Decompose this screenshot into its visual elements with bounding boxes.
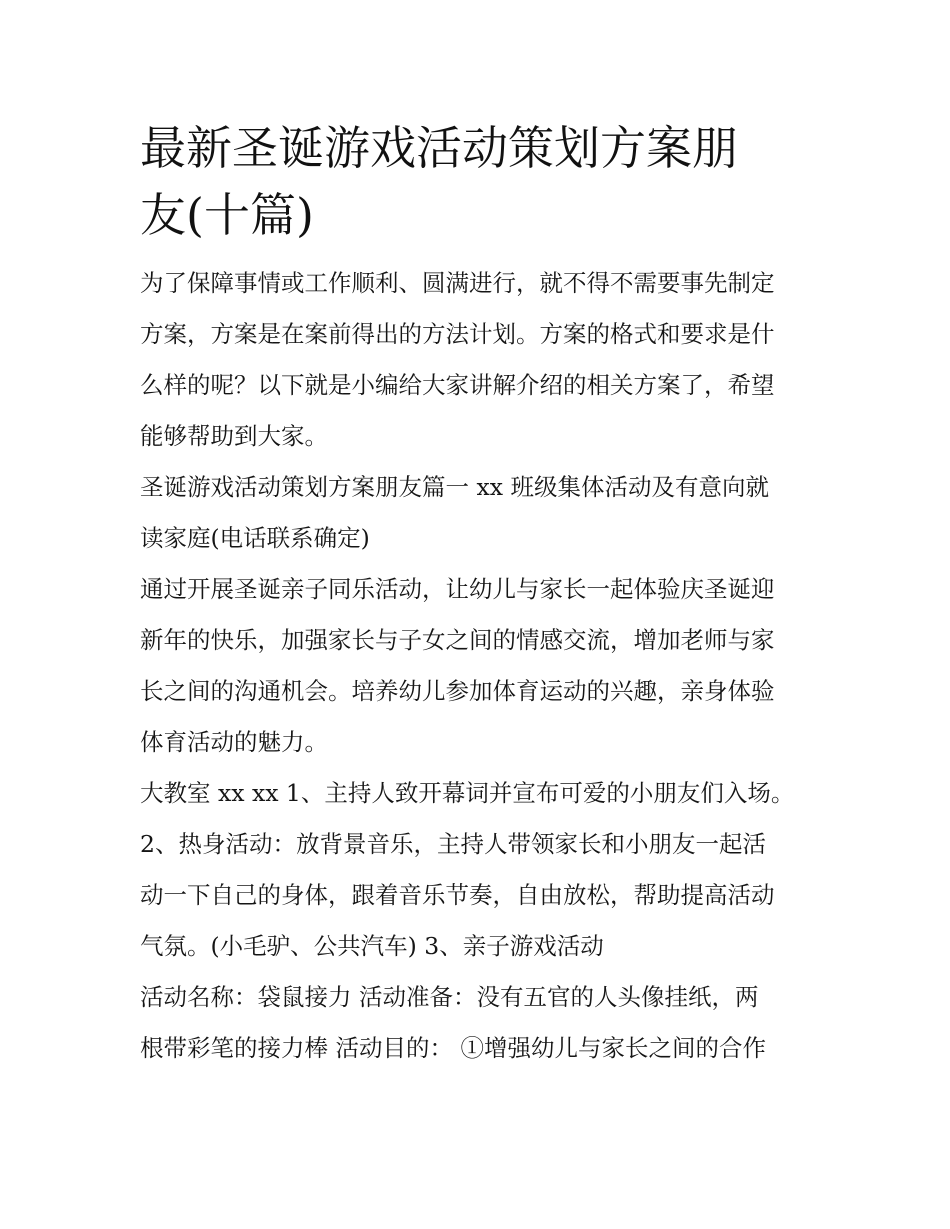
document-content [140,115,812,1074]
paragraph-intro: 为了保障事情或工作顺利、圆满进行，就不得不需要事先制定 方案，方案是在案前得出的方法计划。方案的格式和要求是什 么样的呢？以下就是小编给大家讲解介绍的相关方案了，希望 能够帮助到大家。 [140,269,775,450]
paragraph-activity-purpose: 通过开展圣诞亲子同乐活动，让幼儿与家长一起体验庆圣诞迎 新年的快乐，加强家长与子女之间的情感交流，增加老师与家 长之间的沟通机会。培养幼儿参加体育运动的兴趣，亲身体验 体育活动的魅力。 [140,575,775,756]
paragraph-game-details: 活动名称：袋鼠接力 活动准备：没有五官的人头像挂纸，两 根带彩笔的接力棒 活动目的： ①增强幼儿与家长之间的合作 [140,983,766,1062]
document-title: 最新圣诞游戏活动策划方案朋 友(十篇) [140,121,738,242]
document-body [140,258,812,1074]
paragraph-activity-steps: 大教室 xx xx 1、主持人致开幕词并宣布可爱的小朋友们入场。 2、热身活动：放背景音乐，主持人带领家长和小朋友一起活 动一下自己的身体，跟着音乐节奏，自由放松，帮助提高活动 气氛。(小毛驴、公共汽车) 3、亲子游戏活动 [140,779,795,960]
paragraph-part-one-header: 圣诞游戏活动策划方案朋友篇一 xx 班级集体活动及有意向就 读家庭(电话联系确定) [140,473,769,552]
